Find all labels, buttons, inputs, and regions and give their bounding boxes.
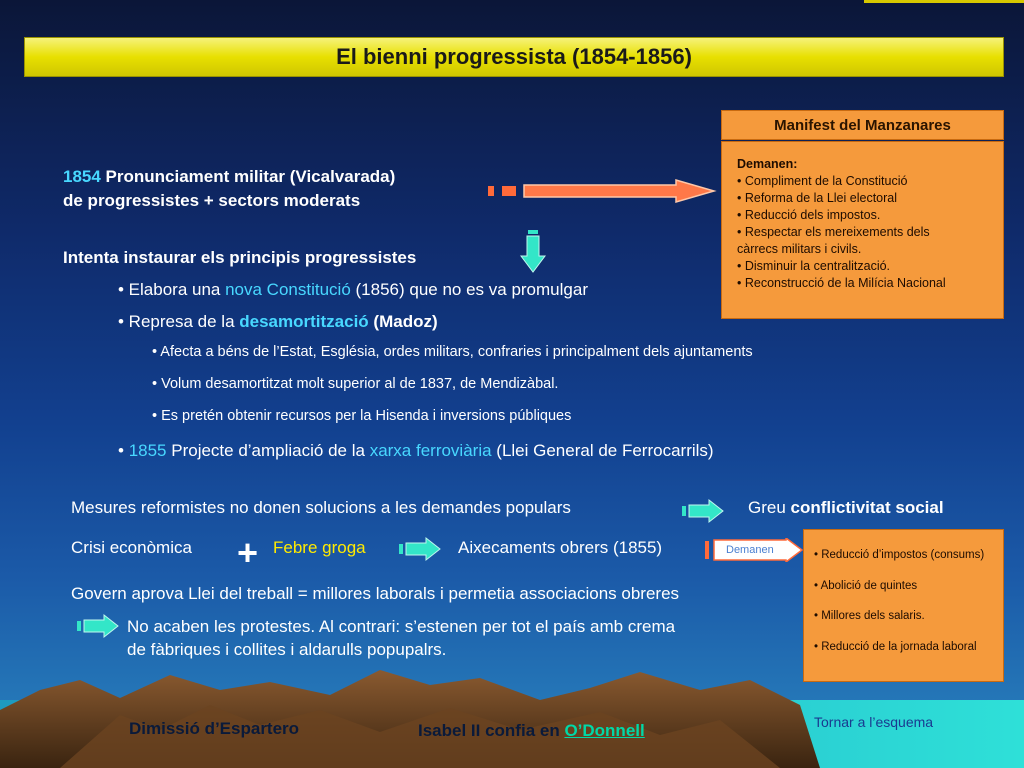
plus-sign: + [237,532,259,573]
manifest-heading: Demanen: [737,157,798,171]
manifest-title-box [721,110,1004,140]
worker-demand-item: • Millores dels salaris. [814,610,925,622]
manifest-item: • Reducció dels impostos. [737,208,881,222]
ferro-pre: Projecte d’ampliació de la [166,441,370,460]
ferro-year: 1855 [128,441,167,460]
ferro-bullet: • [118,441,129,460]
constitucio-post: (1856) que no es va promulgar [350,280,588,299]
manifest-item: càrrecs militars i civils. [737,242,862,256]
constitucio-link[interactable]: nova Constitució [225,280,351,299]
desamort-sub-item: • Afecta a béns de l’Estat, Església, ordes militars, confraries i principalment dels ajuntaments [152,344,753,360]
intro-text-1: Pronunciament militar (Vicalvarada) [100,167,396,186]
arrow-right-icon [398,536,442,562]
febre-groga-text: Febre groga [273,538,366,557]
isabel-text [418,721,645,741]
odonnell-link[interactable]: O’Donnell [564,721,645,740]
isabel-label: Isabel II confia en [418,721,565,740]
conflictivitat-text [748,498,944,518]
ferro-post: (Llei General de Ferrocarrils) [491,441,714,460]
aixecaments-text: Aixecaments obrers (1855) [458,538,663,557]
demanen-label: Demanen [726,544,774,556]
arrow-right-icon [76,613,120,639]
arrow-to-manifest-icon [486,178,718,204]
desamortitzacio-item [118,312,438,332]
manifest-item: • Disminuir la centralització. [737,259,891,273]
ferrocarril-item [118,441,714,461]
protestes-line-1: No acaben les protestes. Al contrari: s’estenen per tot el país amb crema [127,617,676,636]
manifest-demands-box [721,141,1004,319]
worker-demand-item: • Abolició de quintes [814,579,918,592]
constitucio-item [118,280,588,300]
intro-line-1 [63,167,395,187]
slide-title-text: El bienni progressista (1854-1856) [336,44,692,69]
manifest-title-text: Manifest del Manzanares [774,116,951,134]
principles-heading: Intenta instaurar els principis progressistes [63,248,417,267]
dimissio-espartero-button[interactable]: Dimissió d’Espartero [129,719,300,738]
arrow-down-icon [520,228,546,274]
intro-year: 1854 [63,167,101,186]
slide-title [24,37,1004,77]
worker-demand-item: • Reducció de la jornada laboral [814,640,977,653]
mesures-text: Mesures reformistes no donen solucions a les demandes populars [71,498,571,517]
worker-demand-item: • Reducció d’impostos (consums) [814,549,985,561]
arrow-right-icon [681,498,725,524]
manifest-item: • Reforma de la Llei electoral [737,191,898,205]
greu-pre: Greu [748,498,791,517]
conflictivitat-hl: conflictivitat social [790,498,944,517]
tornar-esquema-link[interactable]: Tornar a l’esquema [814,714,934,730]
crisi-text: Crisi econòmica [71,538,192,557]
manifest-item: • Reconstrucció de la Milícia Nacional [737,276,946,290]
desamort-sub-item: • Volum desamortitzat molt superior al de 1837, de Mendizàbal. [152,376,559,392]
constitucio-pre: • Elabora una [118,280,226,299]
manifest-item: • Compliment de la Constitució [737,174,908,188]
desamort-pre: • Represa de la [118,312,240,331]
intro-line-2: de progressistes + sectors moderats [63,191,361,210]
desamort-post: (Madoz) [368,312,438,331]
desamortitzacio-link[interactable]: desamortització [239,312,369,331]
xarxa-ferroviaria-link[interactable]: xarxa ferroviària [369,441,492,460]
govern-text: Govern aprova Llei del treball = millores laborals i permetia associacions obreres [71,584,680,603]
manifest-item: • Respectar els mereixements dels [737,225,930,239]
protestes-line-2: de fàbriques i collites i aldarulls popupalrs. [127,640,447,659]
desamort-sub-item: • Es pretén obtenir recursos per la Hisenda i inversions públiques [152,408,572,424]
corner-accent-line [864,0,1024,3]
